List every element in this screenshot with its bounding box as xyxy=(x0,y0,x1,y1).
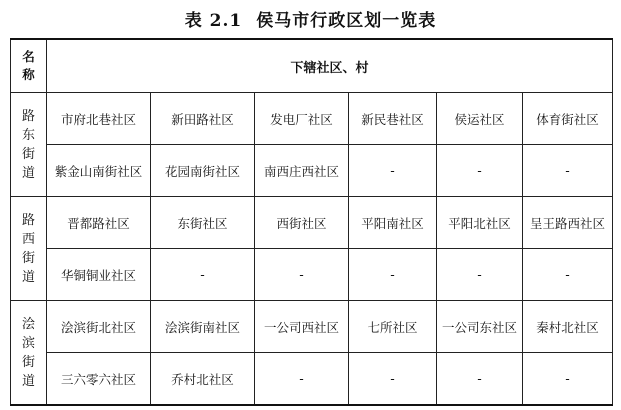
community-cell: 三六零六社区 xyxy=(47,353,151,406)
header-name-char: 名 xyxy=(22,49,35,64)
table-row xyxy=(11,197,613,249)
community-cell: 浍滨街南社区 xyxy=(151,301,255,353)
community-cell: - xyxy=(255,249,349,301)
community-cell: - xyxy=(437,353,523,406)
community-cell: 秦村北社区 xyxy=(523,301,613,353)
district-char: 路 xyxy=(21,212,35,228)
header-row xyxy=(11,39,613,93)
community-cell: 新民巷社区 xyxy=(349,93,437,145)
community-cell: 平阳南社区 xyxy=(349,197,437,249)
community-cell: 南西庄西社区 xyxy=(255,145,349,197)
table-row xyxy=(11,145,613,197)
community-cell: - xyxy=(151,249,255,301)
table-row xyxy=(11,353,613,406)
table-row xyxy=(11,301,613,353)
district-char: 街 xyxy=(21,146,35,162)
district-char: 道 xyxy=(21,373,35,389)
community-cell: - xyxy=(255,353,349,406)
community-cell: - xyxy=(523,145,613,197)
community-cell: - xyxy=(437,249,523,301)
community-cell: - xyxy=(349,249,437,301)
district-char: 浍 xyxy=(21,316,35,332)
district-cell xyxy=(11,197,47,301)
community-cell: 侯运社区 xyxy=(437,93,523,145)
district-char: 东 xyxy=(21,127,35,143)
community-cell: 新田路社区 xyxy=(151,93,255,145)
administrative-division-table xyxy=(10,38,613,406)
community-cell: 平阳北社区 xyxy=(437,197,523,249)
header-name-cell xyxy=(11,39,47,93)
community-cell: 华铜铜业社区 xyxy=(47,249,151,301)
community-cell: 体育街社区 xyxy=(523,93,613,145)
community-cell: 晋都路社区 xyxy=(47,197,151,249)
community-cell: 乔村北社区 xyxy=(151,353,255,406)
community-cell: 紫金山南街社区 xyxy=(47,145,151,197)
community-cell: 呈王路西社区 xyxy=(523,197,613,249)
district-cell xyxy=(11,301,47,406)
community-cell: 一公司西社区 xyxy=(255,301,349,353)
community-cell: 东街社区 xyxy=(151,197,255,249)
table-row xyxy=(11,93,613,145)
district-char: 道 xyxy=(21,165,35,181)
header-communities-cell: 下辖社区、村 xyxy=(47,39,613,93)
table-row xyxy=(11,249,613,301)
district-char: 路 xyxy=(21,108,35,124)
header-name-char: 称 xyxy=(22,67,35,82)
table-number: 表 2.1 xyxy=(184,11,243,31)
community-cell: 西街社区 xyxy=(255,197,349,249)
district-char: 道 xyxy=(21,269,35,285)
community-cell: - xyxy=(349,145,437,197)
table-caption xyxy=(0,6,621,31)
community-cell: 花园南街社区 xyxy=(151,145,255,197)
community-cell: 一公司东社区 xyxy=(437,301,523,353)
table-title: 侯马市行政区划一览表 xyxy=(256,11,437,31)
community-cell: 浍滨街北社区 xyxy=(47,301,151,353)
community-cell: - xyxy=(349,353,437,406)
district-char: 西 xyxy=(21,231,35,247)
district-char: 街 xyxy=(21,354,35,370)
community-cell: 七所社区 xyxy=(349,301,437,353)
community-cell: - xyxy=(523,249,613,301)
community-cell: 市府北巷社区 xyxy=(47,93,151,145)
community-cell: 发电厂社区 xyxy=(255,93,349,145)
district-cell xyxy=(11,93,47,197)
district-char: 街 xyxy=(21,250,35,266)
district-char: 滨 xyxy=(21,335,35,351)
community-cell: - xyxy=(523,353,613,406)
community-cell: - xyxy=(437,145,523,197)
